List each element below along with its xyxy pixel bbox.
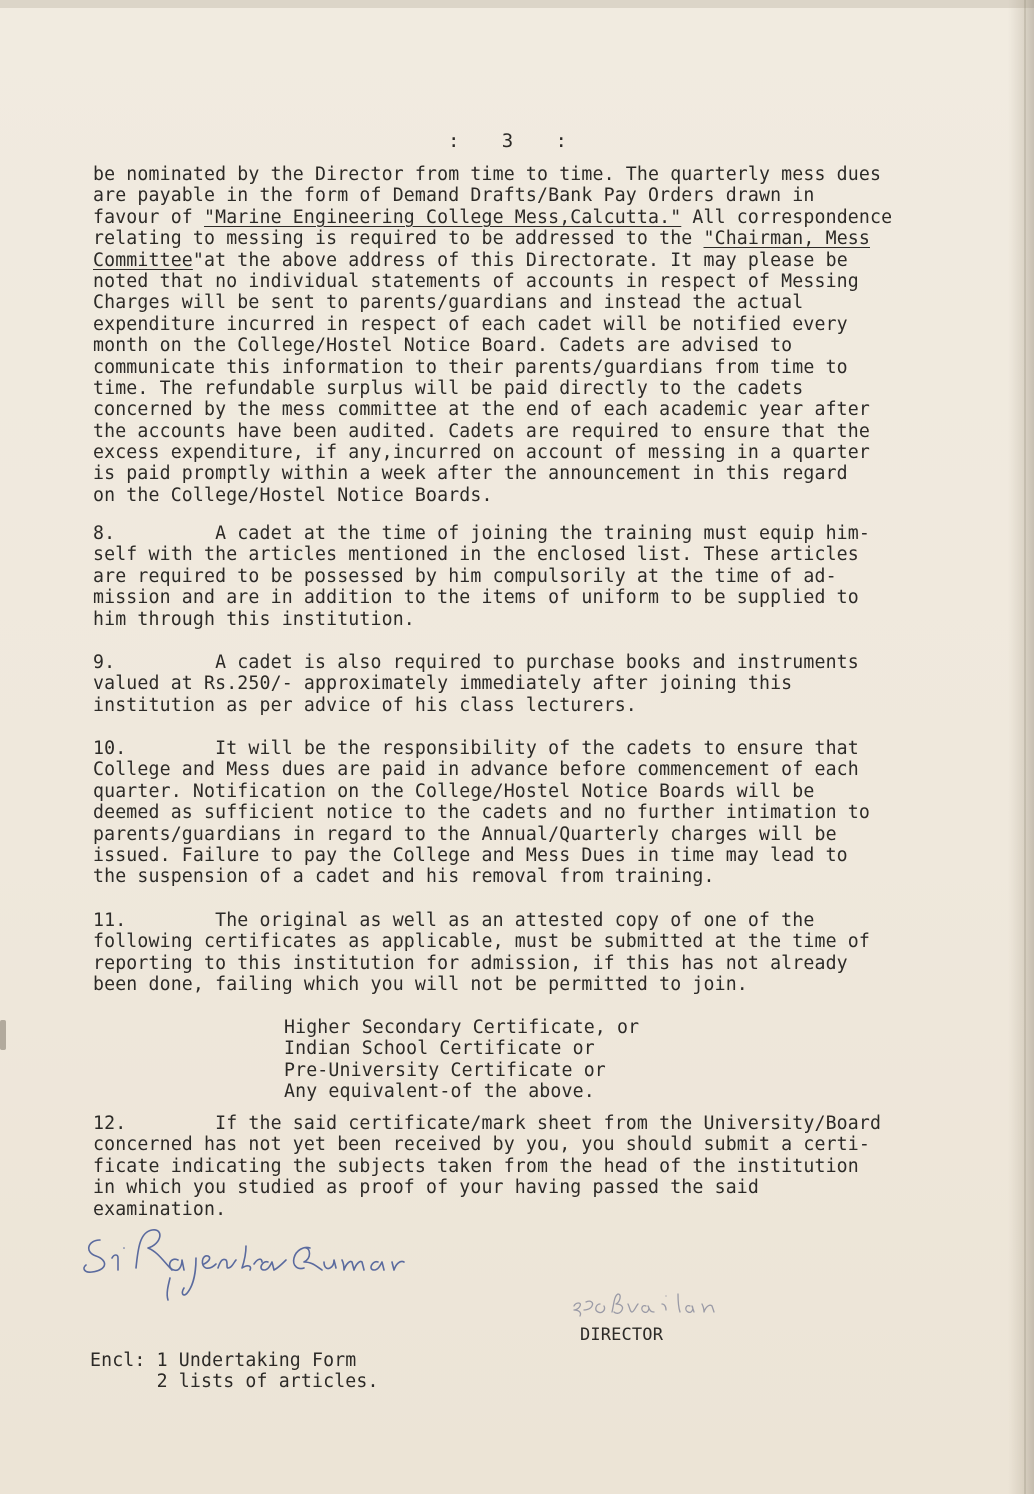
text-segment: All correspondence — [681, 206, 893, 228]
text-line: 8. A cadet at the time of joining the training must equip him- — [93, 523, 870, 544]
underlined-text: "Chairman, Mess — [703, 228, 870, 250]
paragraph-9 — [93, 652, 859, 716]
text-line: time. The refundable surplus will be paid directly to the cadets — [93, 377, 804, 399]
handwritten-signature-left — [78, 1218, 458, 1308]
enclosures — [90, 1350, 379, 1393]
text-line: month on the College/Hostel Notice Board. Cadets are advised to — [93, 335, 793, 357]
paragraph-12 — [93, 1113, 881, 1220]
text-line: Indian School Certificate or — [284, 1038, 595, 1060]
paragraph-mess-dues — [93, 164, 892, 506]
text-line: him through this institution. — [93, 608, 415, 630]
director-label: DIRECTOR — [580, 1325, 664, 1345]
text-line: Higher Secondary Certificate, or — [284, 1017, 640, 1038]
text-line: issued. Failure to pay the College and Mess Dues in time may lead to — [93, 844, 848, 866]
text-line: following certificates as applicable, must be submitted at the time of — [93, 931, 870, 953]
text-line — [93, 250, 892, 271]
text-line: valued at Rs.250/- approximately immediately after joining this — [93, 673, 793, 695]
text-segment: "at the above address of this Directorate. It may please be — [192, 249, 848, 271]
underlined-text: "Marine Engineering College Mess,Calcutta." — [204, 206, 682, 228]
text-line: the accounts have been audited. Cadets are required to ensure that the — [93, 420, 870, 442]
text-line: institution as per advice of his class lecturers. — [93, 694, 637, 716]
text-line: concerned has not yet been received by you, you should submit a certi- — [93, 1134, 870, 1156]
paragraph-11 — [93, 910, 870, 996]
text-segment: relating to messing is required to be addressed to the — [93, 228, 704, 250]
paper-left-tear — [0, 1020, 6, 1050]
text-line: Charges will be sent to parents/guardians and instead the actual — [93, 292, 804, 314]
text-line: on the College/Hostel Notice Boards. — [93, 484, 493, 506]
text-line: Encl: 1 Undertaking Form — [90, 1350, 357, 1371]
paragraph-10 — [93, 738, 870, 888]
text-line — [93, 207, 892, 228]
text-line: 2 lists of articles. — [90, 1371, 379, 1393]
text-line: are payable in the form of Demand Drafts/Bank Pay Orders drawn in — [93, 185, 815, 207]
paper-right-shadow — [1008, 0, 1034, 1494]
text-line: expenditure incurred in respect of each cadet will be notified every — [93, 313, 848, 335]
paper-top-edge — [0, 0, 1034, 8]
paragraph-8 — [93, 523, 870, 630]
text-line: be nominated by the Director from time to time. The quarterly mess dues — [93, 164, 882, 185]
text-line: excess expenditure, if any,incurred on account of messing in a quarter — [93, 442, 870, 464]
text-line: reporting to this institution for admission, if this has not already — [93, 952, 848, 974]
paper-right-fold — [1024, 0, 1026, 1494]
text-line: concerned by the mess committee at the end of each academic year after — [93, 399, 870, 421]
text-line: ficate indicating the subjects taken from the head of the institution — [93, 1155, 859, 1177]
text-line: examination. — [93, 1198, 227, 1220]
text-line: is paid promptly within a week after the announcement in this regard — [93, 463, 848, 485]
text-line: communicate this information to their parents/guardians from time to — [93, 356, 848, 378]
text-line: self with the articles mentioned in the enclosed list. These articles — [93, 544, 859, 566]
text-line: 12. If the said certificate/mark sheet from the University/Board — [93, 1113, 882, 1134]
text-line: parents/guardians in regard to the Annual/Quarterly charges will be — [93, 823, 837, 845]
text-line: deemed as sufficient notice to the cadets and no further intimation to — [93, 802, 870, 824]
text-line: noted that no individual statements of accounts in respect of Messing — [93, 270, 859, 292]
certificate-list — [284, 1017, 639, 1103]
text-line: in which you studied as proof of your having passed the said — [93, 1177, 759, 1199]
text-line — [93, 228, 892, 249]
underlined-text: Committee — [93, 249, 193, 271]
page-number: : 3 : — [448, 130, 569, 152]
text-line: been done, failing which you will not be permitted to join. — [93, 974, 748, 996]
text-line: College and Mess dues are paid in advance before commencement of each — [93, 759, 859, 781]
text-line: mission and are in addition to the items of uniform to be supplied to — [93, 587, 859, 609]
text-line: Pre-University Certificate or — [284, 1059, 606, 1081]
text-line: Any equivalent-of the above. — [284, 1081, 595, 1103]
text-line: quarter. Notification on the College/Hostel Notice Boards will be — [93, 780, 815, 802]
text-line: the suspension of a cadet and his removal from training. — [93, 866, 715, 888]
text-line: 11. The original as well as an attested copy of one of the — [93, 910, 815, 931]
text-line: 10. It will be the responsibility of the cadets to ensure that — [93, 738, 859, 759]
handwritten-signature-director — [566, 1284, 766, 1320]
text-segment: favour of — [93, 206, 204, 228]
text-line: are required to be possessed by him compulsorily at the time of ad- — [93, 565, 837, 587]
text-line: 9. A cadet is also required to purchase books and instruments — [93, 652, 859, 673]
